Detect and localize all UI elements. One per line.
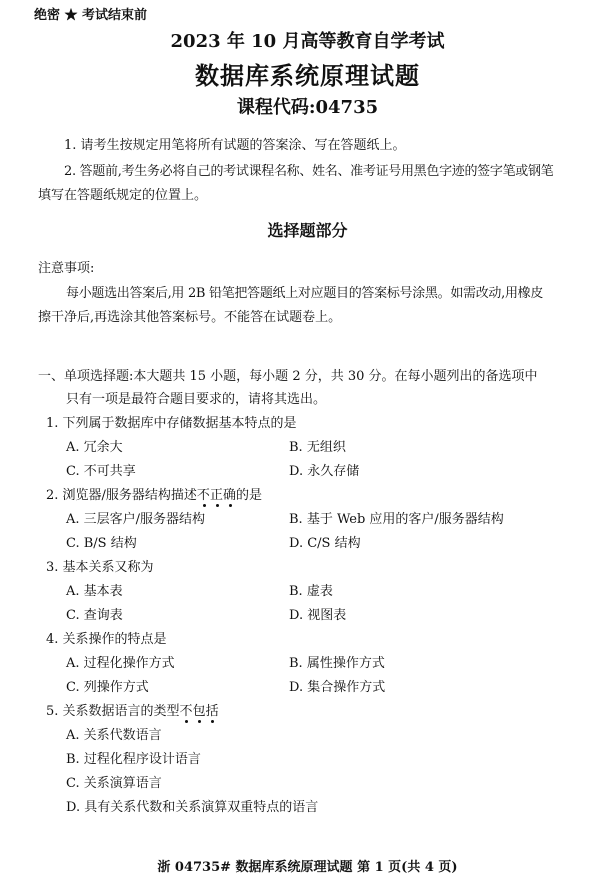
notice-line-1: 每小题选出答案后,用 2B 铅笔把答题纸上对应题目的答案标号涂黑。如需改动,用橡皮 xyxy=(66,286,544,301)
q4-option-b: B. 属性操作方式 xyxy=(289,656,385,671)
q2-stem-emphasis: 不正确 xyxy=(196,488,236,503)
page-footer: 浙 04735# 数据库系统原理试题 第 1 页(共 4 页) xyxy=(157,860,458,875)
q1-option-b: B. 无组织 xyxy=(289,440,346,455)
q4-option-a: A. 过程化操作方式 xyxy=(66,656,175,671)
notice-line-2: 擦干净后,再选涂其他答案标号。不能答在试题卷上。 xyxy=(38,310,342,325)
part-one-heading: 一、单项选择题:本大题共 15 小题，每小题 2 分，共 30 分。在每小题列出的备选项中 xyxy=(38,369,538,384)
q4-option-c: C. 列操作方式 xyxy=(66,680,149,695)
q1-option-d: D. 永久存储 xyxy=(289,464,360,479)
notice-label: 注意事项: xyxy=(38,261,95,276)
q2-option-d: D. C/S 结构 xyxy=(289,536,361,551)
q1-option-c: C. 不可共享 xyxy=(66,464,136,479)
q4-option-d: D. 集合操作方式 xyxy=(289,680,386,695)
q1-option-a: A. 冗余大 xyxy=(66,440,123,455)
instruction-item-2-cont: 填写在答题纸规定的位置上。 xyxy=(38,188,208,203)
q3-option-c: C. 查询表 xyxy=(66,608,123,623)
q3-option-b: B. 虚表 xyxy=(289,584,333,599)
question-1-stem: 1. 下列属于数据库中存储数据基本特点的是 xyxy=(46,416,297,431)
q5-option-d: D. 具有关系代数和关系演算双重特点的语言 xyxy=(66,800,319,815)
q5-stem-emphasis: 不包括 xyxy=(179,704,219,719)
subject-title: 数据库系统原理试题 xyxy=(195,61,420,90)
q5-option-a: A. 关系代数语言 xyxy=(66,728,162,743)
q5-option-c: C. 关系演算语言 xyxy=(66,776,162,791)
q2-option-b: B. 基于 Web 应用的客户/服务器结构 xyxy=(289,512,504,527)
question-2-stem xyxy=(46,486,262,505)
q3-option-d: D. 视图表 xyxy=(289,608,347,623)
secret-mark: 绝密 ★ 考试结束前 xyxy=(34,8,148,23)
question-3-stem: 3. 基本关系又称为 xyxy=(46,560,154,575)
instruction-item-2: 2. 答题前,考生务必将自己的考试课程名称、姓名、准考证号用黑色字迹的签字笔或钢笔 xyxy=(64,164,554,179)
q2-option-c: C. B/S 结构 xyxy=(66,536,137,551)
q5-stem-prefix: 5. 关系数据语言的类型 xyxy=(46,704,180,719)
section-title: 选择题部分 xyxy=(267,221,348,240)
question-4-stem: 4. 关系操作的特点是 xyxy=(46,632,167,647)
exam-title: 2023 年 10 月高等教育自学考试 xyxy=(170,31,445,52)
part-one-heading-cont: 只有一项是最符合题目要求的，请将其选出。 xyxy=(66,392,327,407)
question-5-stem xyxy=(46,702,219,721)
q2-stem-suffix: 的是 xyxy=(235,488,262,503)
q3-option-a: A. 基本表 xyxy=(66,584,123,599)
course-code: 课程代码:04735 xyxy=(236,97,379,118)
q5-option-b: B. 过程化程序设计语言 xyxy=(66,752,201,767)
q2-stem-prefix: 2. 浏览器/服务器结构描述 xyxy=(46,488,197,503)
instruction-item-1: 1. 请考生按规定用笔将所有试题的答案涂、写在答题纸上。 xyxy=(64,138,406,153)
q2-option-a: A. 三层客户/服务器结构 xyxy=(66,512,206,527)
